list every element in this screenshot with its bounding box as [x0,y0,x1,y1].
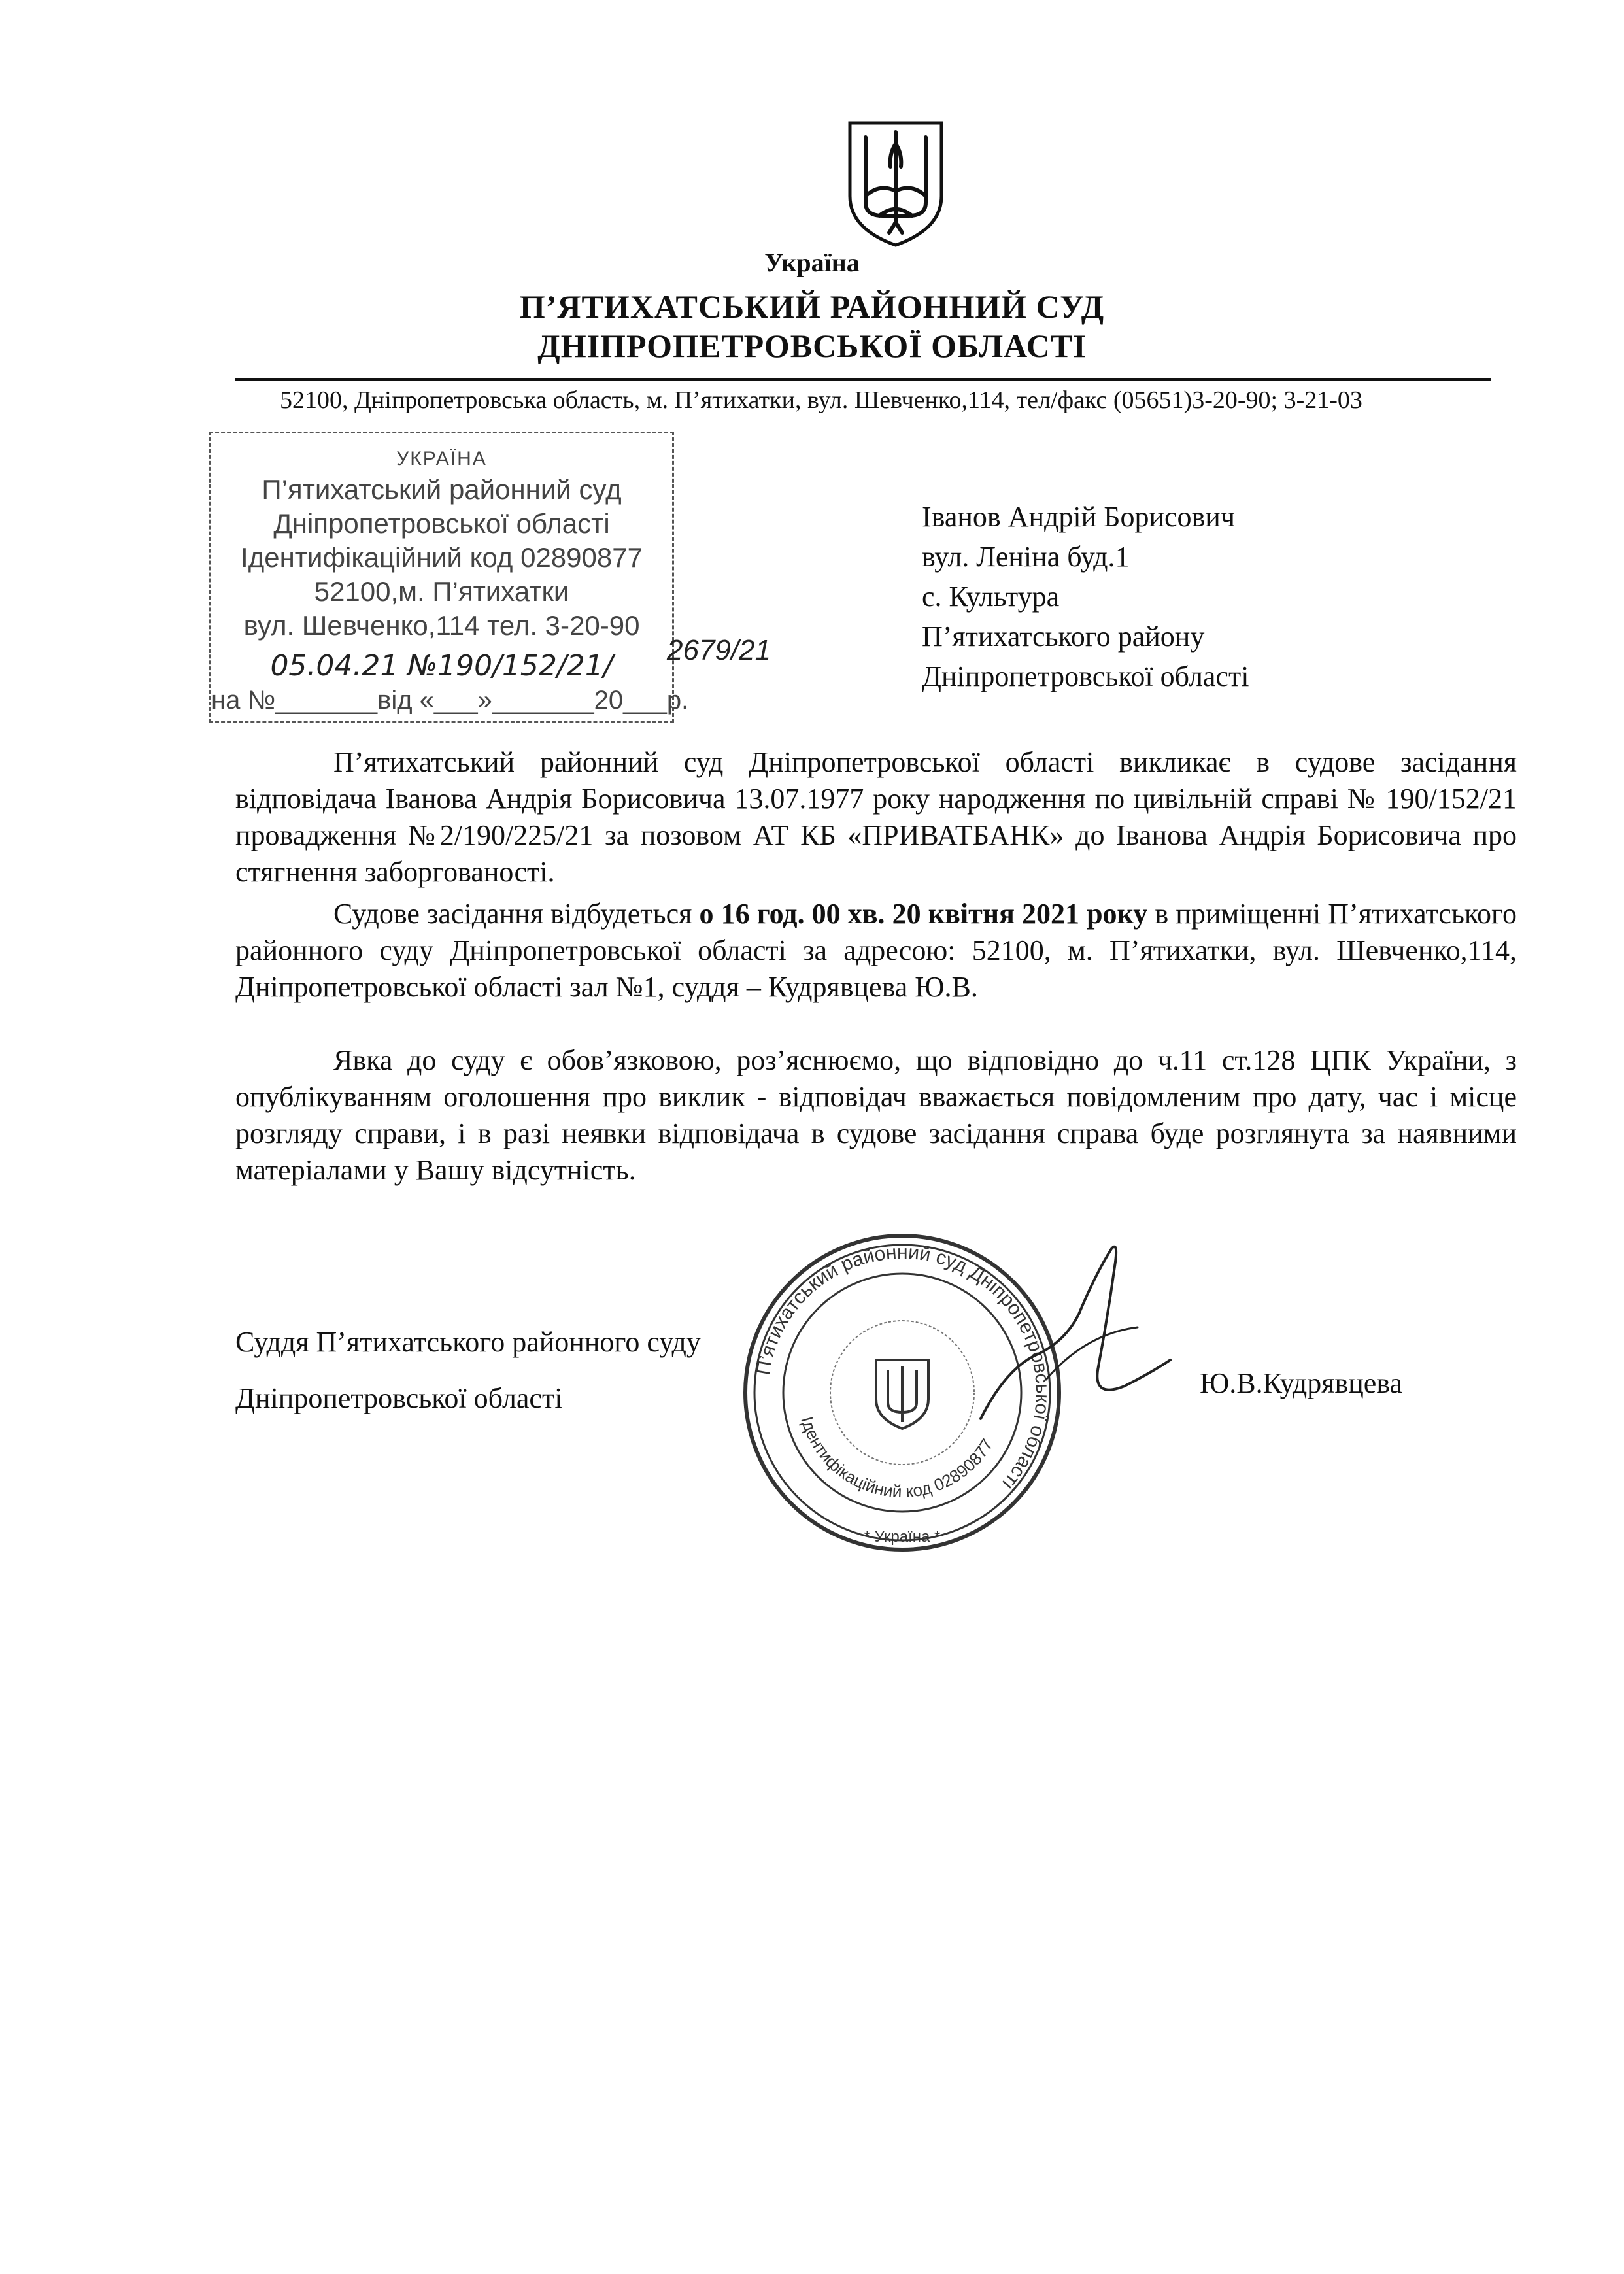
stamp-handwritten-reg-number: 05.04.21 №190/152/21/ [270,649,613,683]
hearing-text-after: в приміщенні П’ятихатського районного суду Дніпропетровської області за адресою: 52100, м. П’ятихатки, вул. Шевченко,114, Дніпропетровської області зал №1, суддя – Кудрявцева Ю.В. [235,898,1517,1003]
svg-text:* Україна *: * Україна * [864,1528,941,1546]
registration-stamp [209,432,689,723]
svg-text:П’ятихатський районний суд Дні: П’ятихатський районний суд Дніпропетровської області [752,1241,1054,1494]
judge-position [235,1314,701,1427]
header-court-region: ДНІПРОПЕТРОВСЬКОЇ ОБЛАСТІ [537,328,1087,364]
recipient-village: с. Культура [922,581,1060,613]
judge-position-line1: Суддя П’ятихатського районного суду [235,1326,701,1358]
hearing-paragraph [235,896,1517,1006]
judge-name: Ю.В.Кудрявцева [1200,1367,1403,1399]
header-country: Україна [764,248,860,277]
header-address: 52100, Дніпропетровська область, м. П’ятихатки, вул. Шевченко,114, тел/факс (05651)3-20-90; 3-21-03 [280,386,1362,414]
header-court-name: П’ЯТИХАТСЬКИЙ РАЙОННИЙ СУД [519,288,1105,325]
header-divider [235,378,1491,381]
attendance-paragraph [235,1042,1517,1189]
recipient-street: вул. Леніна буд.1 [922,541,1130,573]
stamp-handwritten-reg-suffix: 2679/21 [667,634,771,666]
recipient-district: П’ятихатського району [922,620,1205,653]
stamp-region: Дніпропетровської області [273,508,610,539]
attendance-text: Явка до суду є обов’язковою, роз’яснюємо, що відповідно до ч.11 ст.128 ЦПК України, з опублікуванням оголошення про виклик - відповідач вважається повідомленим про дату, час і місце розгляду справи, і в разі неявки відповідача в судове засідання справа буде розглянута за наявними матеріалами у Вашу відсутність. [235,1044,1517,1186]
judge-position-line2: Дніпропетровської області [235,1382,563,1414]
judge-signature [968,1236,1177,1432]
summons-paragraph [235,744,1517,891]
hearing-text-before: Судове засідання відбудеться [333,898,700,930]
summons-text: П’ятихатський районний суд Дніпропетровської області викликає в судове засідання відповідача Іванова Андрія Борисовича 13.07.1977 року народження по цивільній справі № 190/152/21 провадження №2/190/225/21 за позовом АТ КБ «ПРИВАТБАНК» до Іванова Андрія Борисовича про стягнення заборгованості. [235,746,1517,888]
stamp-city: 52100,м. П’ятихатки [314,576,569,607]
stamp-country: УКРАЇНА [396,448,487,469]
coat-of-arms-icon [843,118,948,248]
recipient-name: Іванов Андрій Борисович [922,501,1235,533]
hearing-date-time: о 16 год. 00 хв. 20 квітня 2021 року [699,898,1148,930]
stamp-id-code: Ідентифікаційний код 02890877 [241,542,643,573]
recipient-region: Дніпропетровської області [922,660,1249,692]
stamp-street: вул. Шевченко,114 тел. 3-20-90 [243,610,640,641]
recipient-address [922,497,1249,696]
stamp-reply-to-line: на №_______від «___»_______20___р. [211,686,689,715]
stamp-court: П’ятихатський районний суд [262,474,622,505]
svg-text:Ідентифікаційний код 02890877: Ідентифікаційний код 02890877 [797,1414,997,1502]
